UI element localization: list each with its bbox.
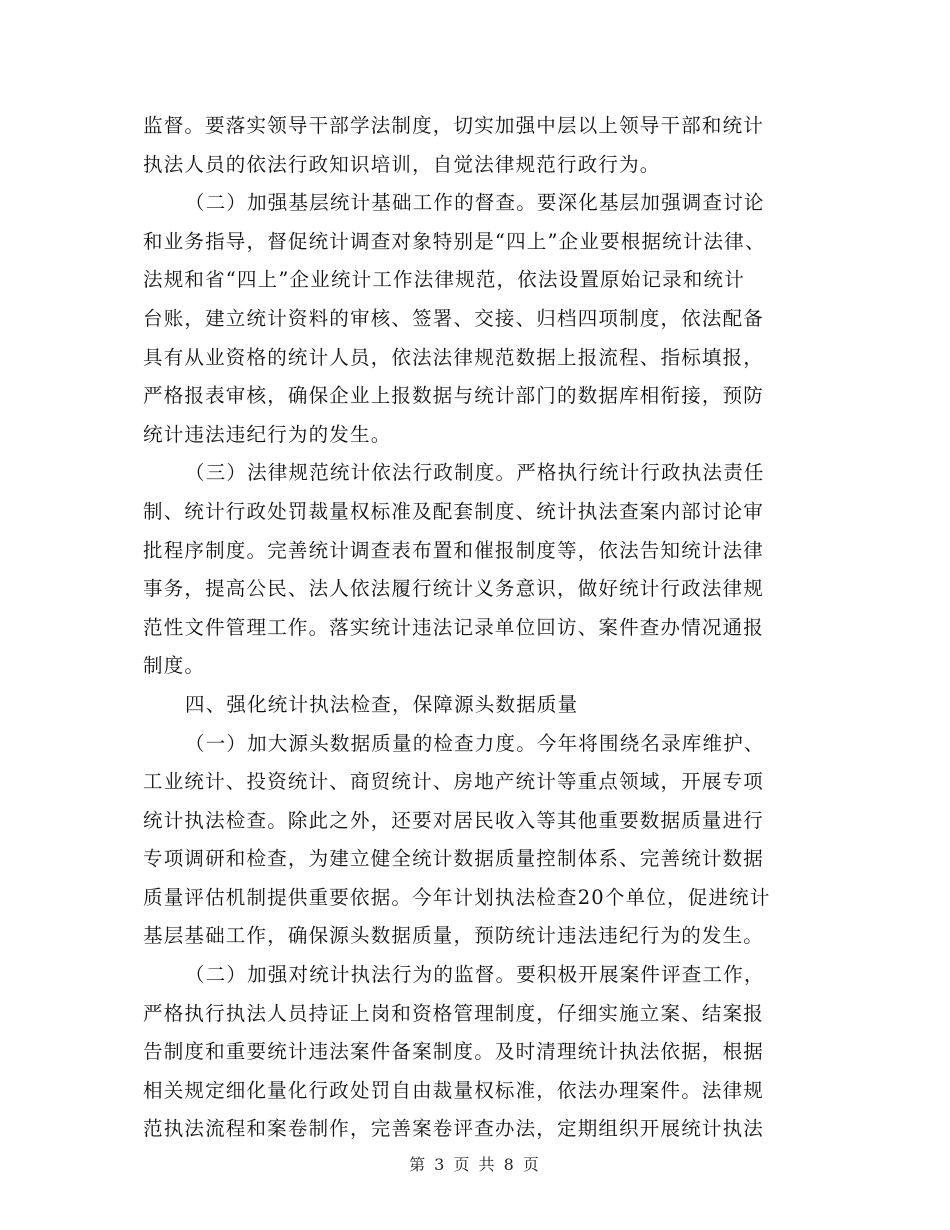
- text-line: 统计执法检查。除此之外，还要对居民收入等其他重要数据质量进行: [143, 808, 765, 832]
- document-body: [143, 107, 803, 1149]
- text-line: 和业务指导，督促统计调查对象特别是“四上”企业要根据统计法律、: [143, 229, 766, 253]
- text-line: 批程序制度。完善统计调查表布置和催报制度等，依法告知统计法律: [143, 538, 765, 562]
- page-number-footer: 第 3 页 共 8 页: [409, 1155, 541, 1174]
- text-line: 质量评估机制提供重要依据。今年计划执法检查20个单位，促进统计: [143, 885, 771, 909]
- text-line: 告制度和重要统计违法案件备案制度。及时清理统计执法依据，根据: [143, 1040, 765, 1064]
- text-line: 制度。: [143, 654, 206, 678]
- text-line: 范执法流程和案卷制作，完善案卷评查办法，定期组织开展统计执法: [143, 1117, 765, 1141]
- text-line: 制、统计行政处罚裁量权标准及配套制度、统计执法查案内部讨论审: [143, 499, 765, 523]
- text-line: 监督。要落实领导干部学法制度，切实加强中层以上领导干部和统计: [143, 114, 765, 137]
- text-line: 统计违法违纪行为的发生。: [143, 422, 392, 446]
- text-line: 范性文件管理工作。落实统计违法记录单位回访、案件查办情况通报: [143, 615, 765, 639]
- text-line: 工业统计、投资统计、商贸统计、房地产统计等重点领域，开展专项: [143, 770, 765, 794]
- text-line: 四、强化统计执法检查，保障源头数据质量: [185, 692, 579, 716]
- text-line: 台账，建立统计资料的审核、签署、交接、归档四项制度，依法配备: [143, 306, 765, 330]
- text-line: 相关规定细化量化行政处罚自由裁量权标准，依法办理案件。法律规: [143, 1078, 765, 1102]
- text-line: 执法人员的依法行政知识培训，自觉法律规范行政行为。: [143, 152, 661, 176]
- text-line: （一）加大源头数据质量的检查力度。今年将围绕名录库维护、: [185, 731, 765, 755]
- text-line: 专项调研和检查，为建立健全统计数据质量控制体系、完善统计数据: [143, 847, 765, 871]
- text-line: 事务，提高公民、法人依法履行统计义务意识，做好统计行政法律规: [143, 577, 765, 601]
- text-line: 严格执行执法人员持证上岗和资格管理制度，仔细实施立案、结案报: [143, 1001, 765, 1025]
- text-line: （三）法律规范统计依法行政制度。严格执行统计行政执法责任: [185, 461, 765, 485]
- text-line: 具有从业资格的统计人员，依法法律规范数据上报流程、指标填报，: [143, 345, 765, 369]
- text-line: （二）加强基层统计基础工作的督查。要深化基层加强调查讨论: [185, 191, 765, 215]
- text-line: 基层基础工作，确保源头数据质量，预防统计违法违纪行为的发生。: [143, 924, 765, 948]
- text-line: 严格报表审核，确保企业上报数据与统计部门的数据库相衔接，预防: [143, 384, 765, 408]
- text-line: （二）加强对统计执法行为的监督。要积极开展案件评查工作，: [185, 963, 765, 987]
- text-line: 法规和省“四上”企业统计工作法律规范，依法设置原始记录和统计: [143, 268, 745, 292]
